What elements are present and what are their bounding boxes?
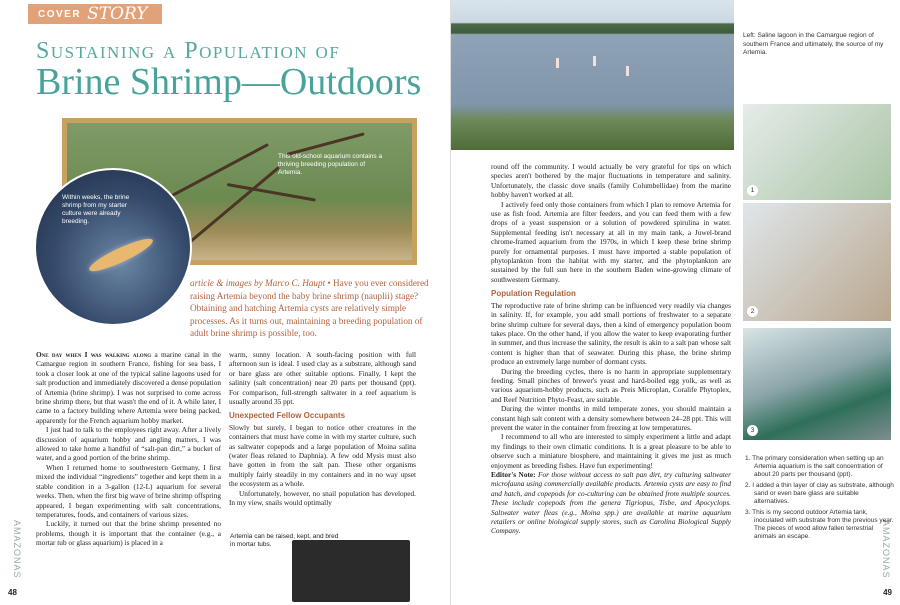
lead-paragraph xyxy=(190,277,430,340)
paragraph: When I returned home to southwestern Germany, I first mixed the individual “ingredients” together and kept them in a stable condition in a 3-gallon (12-L) aquarium for several weeks. Then, when the first big wave of brine shrimp offspring appeared, I began experimenting with salt concentrations, temperatures, foods, and containers of various sizes. xyxy=(36,462,221,519)
page-number-left: 48 xyxy=(8,588,17,597)
subhead: Unexpected Fellow Occupants xyxy=(229,411,346,421)
paragraph: I actively feed only those containers from which I plan to remove Artemia for use as fish food. Artemia are filter feeders, and you can feed them with a few drops of a yeast suspension or a solution of powdered spirulina in water. Supplemental feeding isn't necessary at all in my main tank, a Juwel-brand chrome-framed aquarium from the 1970s, in which I keep these brine shrimp purely for ornamental purposes. I must have imported a stable population of phytoplankton from the habitat with my starter, and the phytoplankton are sustained by the full sun here in the southern Baden wine-growing climate of southwestern Germany. xyxy=(491,199,731,284)
paragraph: Unfortunately, however, no snail population has developed. In my view, snails would optimally xyxy=(229,488,416,508)
flamingo xyxy=(593,56,596,66)
list-item: 1. The primary consideration when setting up an Artemia aquarium is the salt concentration of about 20 parts per thousand (ppt). xyxy=(745,455,884,478)
paragraph xyxy=(36,350,221,425)
title-line-2: Brine Shrimp—Outdoors xyxy=(36,61,422,103)
photo-outdoor-tank xyxy=(743,328,891,440)
photo-number: 3 xyxy=(747,425,758,436)
column-2 xyxy=(229,350,416,508)
paragraph: During the breeding cycles, there is no harm in appropriate supplementary feeding. Small pinches of brewer's yeast and hard-boiled egg yolk, as well as various aquarium-hobby products, such as Preis Microplan, Coralife Phytoplex, and Reef Nutrition Phyto-Feast, are suitable. xyxy=(491,366,731,404)
byline: article & images by Marco C. Haupt xyxy=(190,278,326,288)
title-line-1: Sustaining a Population of xyxy=(36,38,341,64)
paragraph: I just had to talk to the employees right away. After a lively discussion of aquarium hobby and angling matters, I was allowed to take home a handful of “salt-pan dirt,” a bucket of water, and a good portion of the brine shrimp. xyxy=(36,425,221,463)
cover-story-tag xyxy=(28,4,162,24)
lagoon-caption: Left: Saline lagoon in the Camargue region of southern France and ultimately, the source of my Artemia. xyxy=(743,32,884,56)
cover-label: COVER xyxy=(38,8,82,20)
list-item: 3. This is my second outdoor Artemia tank, inoculated with substrate from the previous year. The pieces of wood allow fallen terrestrial animals an escape. xyxy=(745,509,894,540)
paragraph: warm, sunny location. A south-facing position with full afternoon sun is ideal. I used clay as a substrate, although sand or bare glass are other suitable options. Finally, I kept the salinity (salt concentration) near 20 parts per thousand (ppt). For comparison, full-strength saltwater in a reef aquarium is usually around 35 ppt. xyxy=(229,350,416,407)
subhead: Population Regulation xyxy=(491,289,576,299)
photo-number: 1 xyxy=(747,185,758,196)
column-1 xyxy=(36,350,221,548)
list-item: 2. I added a thin layer of clay as substrate, although sand or even bare glass are suitable alternatives. xyxy=(745,482,894,505)
closeup-caption: Within weeks, the brine shrimp from my starter culture were already breeding. xyxy=(62,194,130,225)
photo-caption-list xyxy=(745,455,895,544)
paragraph: The reproductive rate of brine shrimp can be influenced very readily via changes in salinity. If, for example, you add small portions of freshwater to a separate brine shrimp culture for several days, then a kind of emergency population boom takes place. On the other hand, if you allow the water to keep evaporating further in summer, and thus increase the salinity, the result is akin to a salt pan whose salt content is higher than that of seawater. During this phase, the brine shrimp produce an extremely large number of dormant cysts. xyxy=(491,300,731,367)
lagoon-photo xyxy=(451,0,734,150)
magazine-name: AMAZONAS xyxy=(881,520,891,579)
photo-clay-step xyxy=(743,203,891,321)
shrimp-closeup-photo xyxy=(34,168,192,326)
brine-shrimp xyxy=(86,234,155,276)
paragraph: During the winter months in mild temperate zones, you should maintain a constant high salt content with a density somewhere between 24–28 ppt. This will prevent the water in the container from freezing at low temperatures. xyxy=(491,404,731,432)
lead-text: • Have you ever considered raising Artemia beyond the baby brine shrimp (nauplii) stage? Obtaining and hatching Artemia cysts are relatively simple processes. As it turns out, maintaining a breeding population of adult brine shrimp is possible, too. xyxy=(190,278,429,338)
drop-lead: One day when I was walking along xyxy=(36,350,152,359)
editors-note-label: Editor's Note: xyxy=(491,470,536,479)
story-label: STORY xyxy=(87,4,148,24)
photo-number: 2 xyxy=(747,306,758,317)
column-3 xyxy=(491,162,731,536)
page-number-right: 49 xyxy=(883,588,892,597)
editors-note xyxy=(491,470,731,536)
tub-caption: Artemia can be raised, kept, and bred in mortar tubs. xyxy=(230,533,339,548)
aquarium-caption: This old-school aquarium contains a thriving breeding population of Artemia. xyxy=(278,153,383,176)
editors-note-text: For those without access to salt pan dirt, try culturing saltwater microfauna using commercially available products. Artemia cysts are easy to find and hatch, and copepods for co-culturing can be obtained from multiple sources. These include copepods from the genera Tigriopus, Tisbe, and Apocyclops. Saltwater water fleas (e.g., Moina spp.) are available at marine aquarium retailers or online biological supply stores, such as Carolina Biological Supply Company. xyxy=(491,470,731,536)
paragraph: round off the community. I would actually be very grateful for tips on which species aren't bothered by the major fluctuations in temperature and salinity. Unfortunately, the classic dove snails (family Columbellidae) from the marine hobby haven't worked at all. xyxy=(491,162,731,200)
mortar-tub-photo xyxy=(292,540,410,602)
flamingo xyxy=(556,58,559,68)
magazine-name: AMAZONAS xyxy=(12,520,22,579)
paragraph-text: a marine canal in the Camargue region in southern France, fishing for sea bass, I took a closer look at one of the typical saline lagoons used for salt production and immediately discovered a dense population of Artemia (brine shrimp). I was not surprised to come across brine shrimp there, but that wasn't the end of it. A while later, I came to a factory building where Artemia were being packed, apparently for the French aquarium hobby market. xyxy=(36,350,222,425)
paragraph: Slowly but surely, I began to notice other creatures in the containers that must have come in with my starter culture, such as saltwater copepods and a large population of Moina salina (water fleas related to Daphnia). A few odd Mysis must also have gotten in from the salt pan. These other organisms multiply fairly steadily in my containers and in no way upset the ecosystem as a whole. xyxy=(229,422,416,489)
flamingo xyxy=(626,66,629,76)
photo-salt-step xyxy=(743,104,891,200)
paragraph: Luckily, it turned out that the brine shrimp presented no problems, though it is important that the container (e.g., a mortar tub or glass aquarium) is placed in a xyxy=(36,519,221,548)
paragraph: I recommend to all who are interested to simply experiment a little and adapt my findings to their own climatic conditions. It is a great pleasure to be able to observe such a miniature biosphere, and maintaining it gives me just as much enjoyment as breeding fishes. Have fun experimenting! xyxy=(491,432,731,470)
